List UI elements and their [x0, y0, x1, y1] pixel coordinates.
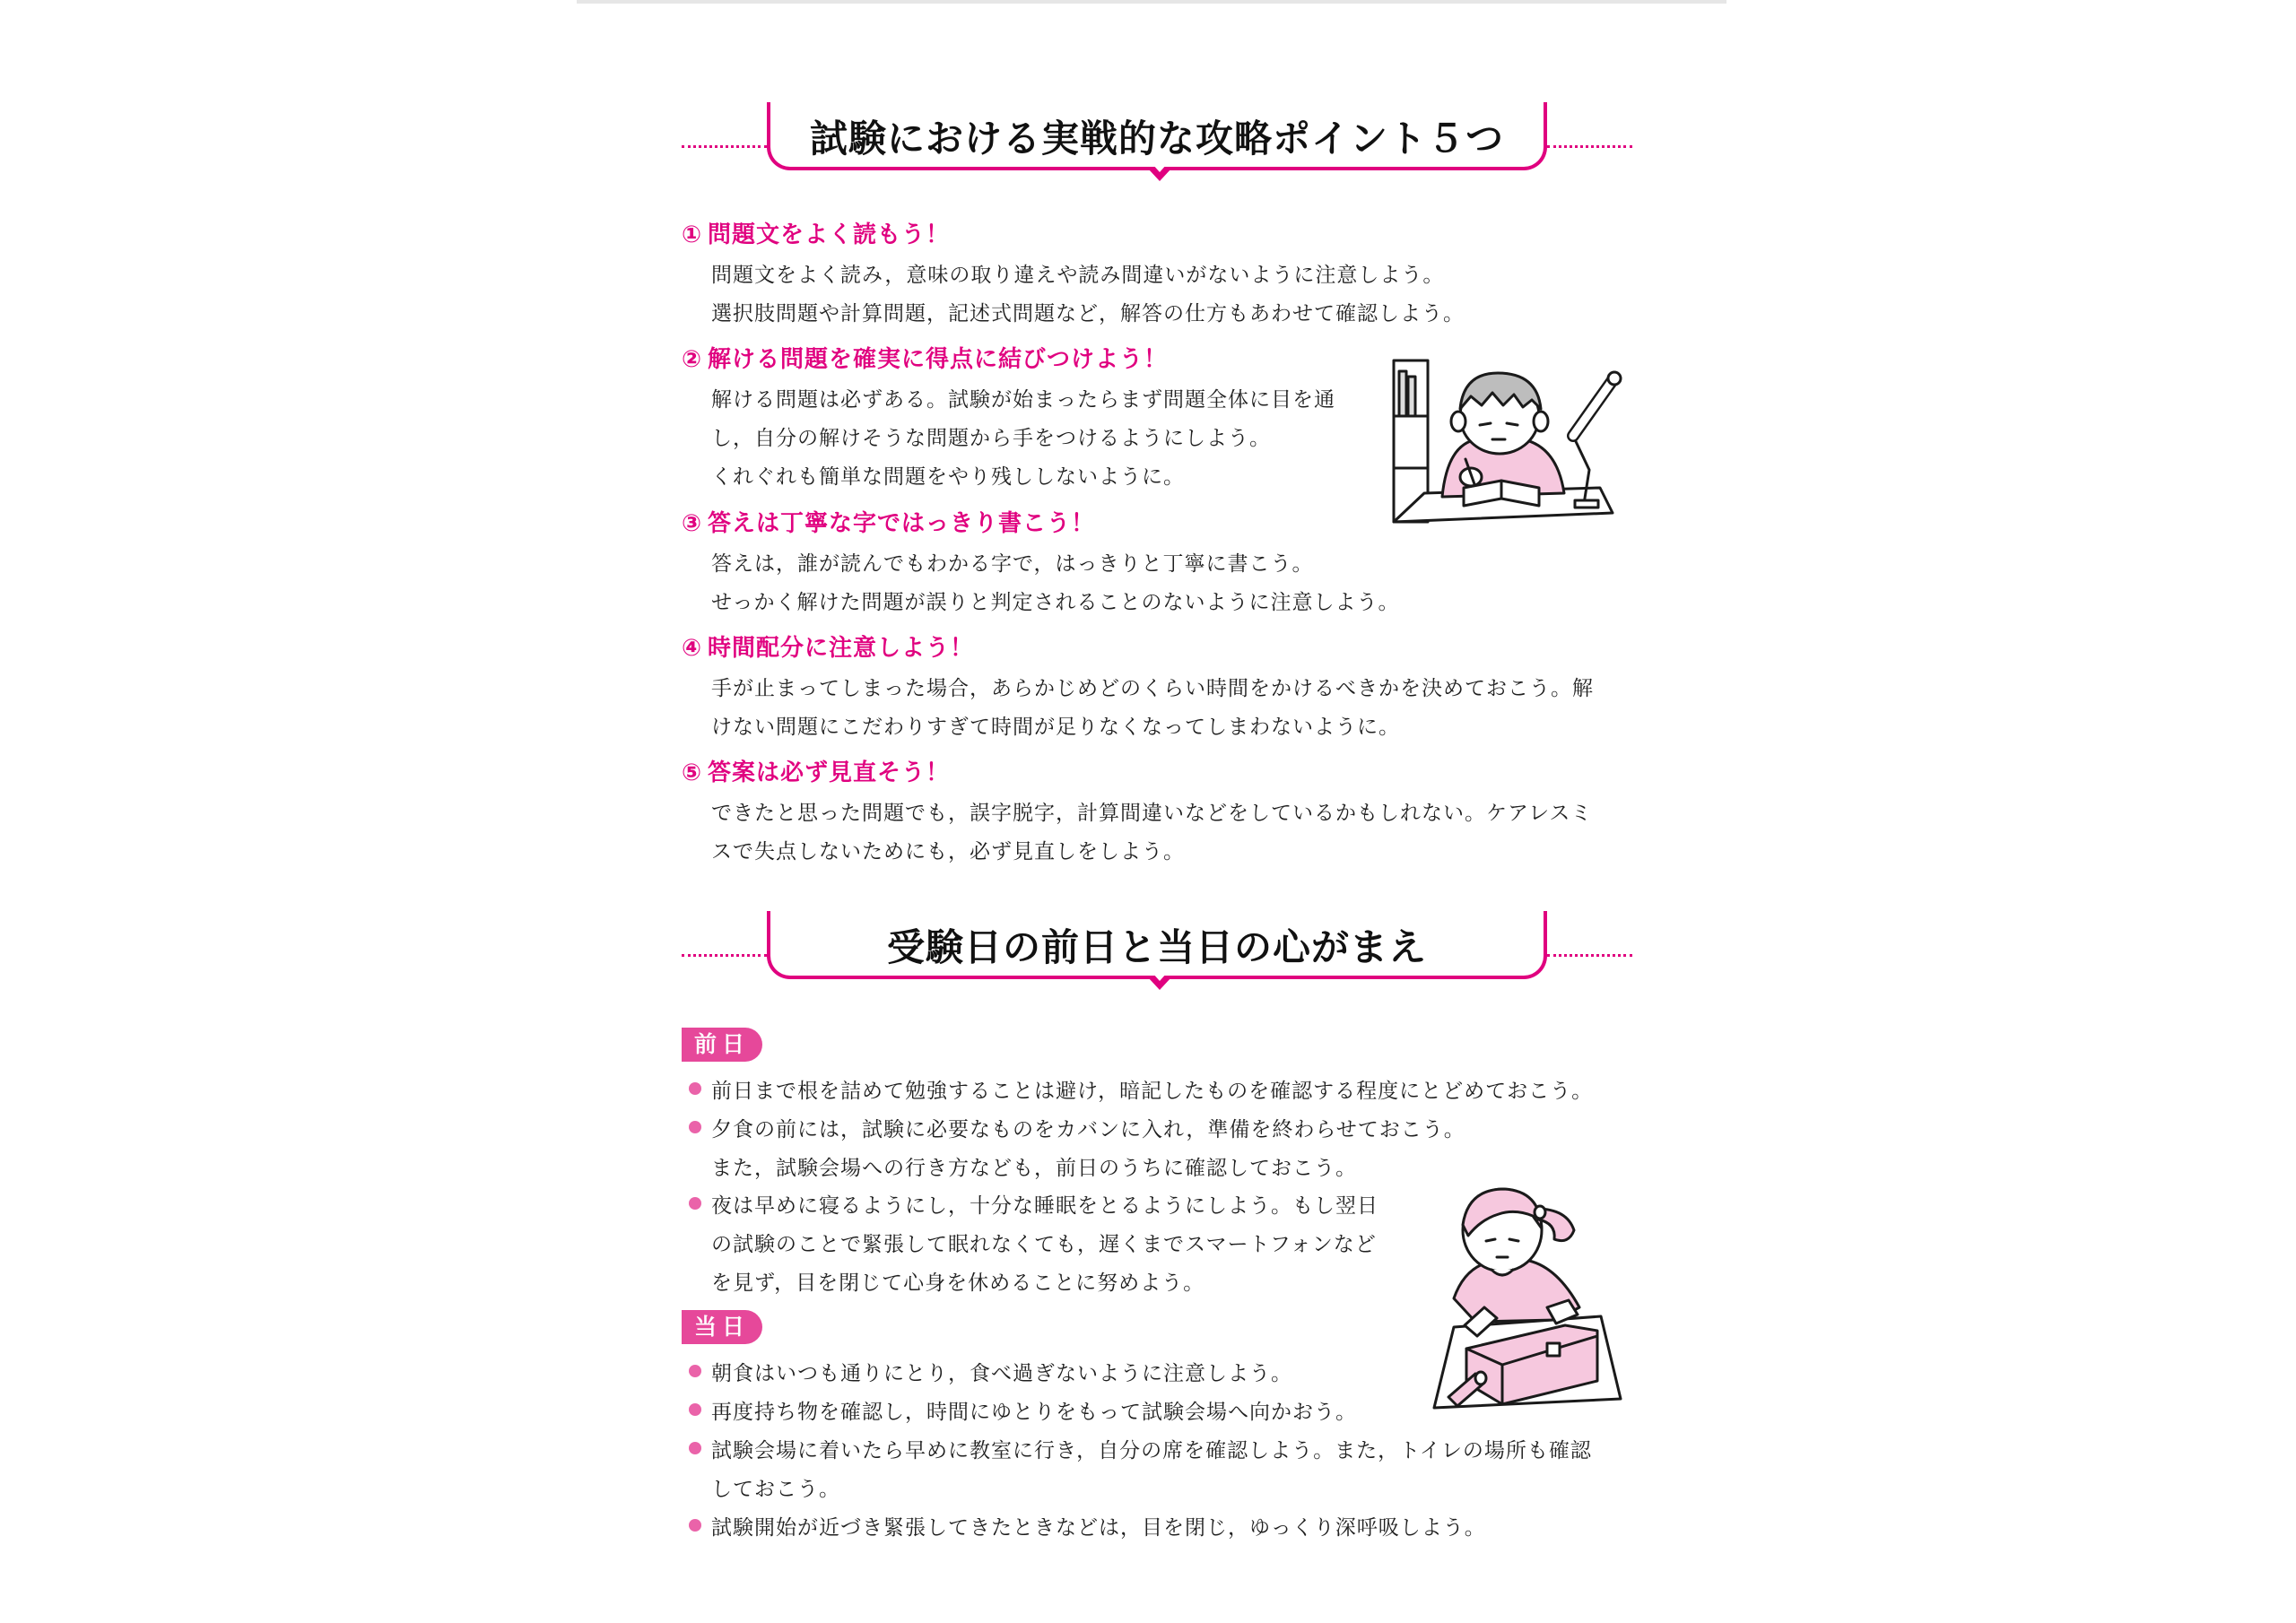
- bullet-dot: [689, 1442, 701, 1454]
- bullet-dot: [689, 1365, 701, 1377]
- point2-number: ②: [682, 346, 703, 373]
- point3-line1: 答えは，誰が読んでもわかる字で，はっきりと丁寧に書こう。: [711, 552, 1314, 576]
- list-item-continuation: の試験のことで緊張して眠れなくても，遅くまでスマートフォンなど: [711, 1233, 1377, 1256]
- point2-heading: [682, 341, 1168, 374]
- point3-line2: せっかく解けた問題が誤りと判定されることのないように注意しよう。: [711, 591, 1400, 614]
- list-item-text: 試験会場に着いたら早めに教室に行き，自分の席を確認しよう。また，トイレの場所も確認: [711, 1439, 1592, 1462]
- header-banner-tail: [1148, 977, 1171, 990]
- point5-number: ⑤: [682, 759, 703, 786]
- section2-title: 受験日の前日と当日の心がまえ: [886, 925, 1427, 969]
- day-before-label: 前日: [682, 1028, 762, 1062]
- list-item-continuation: を見ず，目を閉じて心身を休めることに努めよう。: [711, 1271, 1205, 1295]
- list-item-continuation: また，試験会場への行き方なども，前日のうちに確認しておこう。: [711, 1157, 1357, 1180]
- list-item-text: 再度持ち物を確認し，時間にゆとりをもって試験会場へ向かおう。: [711, 1401, 1357, 1424]
- point2-line1: 解ける問題は必ずある。試験が始まったらまず問題全体に目を通: [711, 388, 1335, 412]
- point2-heading-text: 解ける問題を確実に得点に結びつけよう！: [708, 346, 1169, 373]
- point3-heading: [682, 505, 1095, 538]
- point4-line1: 手が止まってしまった場合，あらかじめどのくらい時間をかけるべきかを決めておこう。解: [711, 677, 1594, 700]
- point5-heading-text: 答案は必ず見直そう！: [708, 759, 951, 786]
- point1-line1: 問題文をよく読み，意味の取り違えや読み間違いがないように注意しよう。: [711, 264, 1445, 287]
- section1-header: [682, 102, 1632, 201]
- point5-line2: スで失点しないためにも，必ず見直しをしよう。: [711, 840, 1185, 864]
- page-top-border: [577, 0, 1726, 4]
- boy-studying-illustration: [1388, 353, 1636, 533]
- point4-heading: [682, 629, 974, 663]
- bullet-dot: [689, 1121, 701, 1133]
- bullet-dot: [689, 1403, 701, 1416]
- section1-title: 試験における実戦的な攻略ポイント５つ: [809, 117, 1504, 161]
- bullet-dot: [689, 1082, 701, 1095]
- point5-heading: [682, 754, 950, 787]
- list-item-text: 夜は早めに寝るようにし，十分な睡眠をとるようにしよう。もし翌日: [711, 1194, 1378, 1218]
- point3-heading-text: 答えは丁寧な字ではっきり書こう！: [708, 510, 1096, 537]
- header-dotted-line-left: [682, 954, 767, 957]
- exam-day-label: 当日: [682, 1310, 762, 1344]
- list-item-text: 夕食の前には，試験に必要なものをカバンに入れ，準備を終わらせておこう。: [711, 1118, 1465, 1141]
- point3-number: ③: [682, 510, 703, 537]
- girl-packing-bag-illustration: [1422, 1173, 1637, 1417]
- header-dotted-line-right: [1547, 145, 1632, 148]
- point1-line2: 選択肢問題や計算問題，記述式問題など，解答の仕方もあわせて確認しよう。: [711, 302, 1465, 325]
- point4-number: ④: [682, 635, 703, 662]
- list-item-text: 朝食はいつも通りにとり，食べ過ぎないように注意しよう。: [711, 1362, 1292, 1385]
- point1-heading: [682, 216, 950, 249]
- point1-number: ①: [682, 221, 703, 248]
- point2-line2: し，自分の解けそうな問題から手をつけるようにしよう。: [711, 427, 1271, 450]
- bullet-dot: [689, 1197, 701, 1210]
- header-banner-tail: [1148, 169, 1171, 181]
- point4-heading-text: 時間配分に注意しよう！: [708, 635, 975, 662]
- point5-line1: できたと思った問題でも，誤字脱字，計算間違いなどをしているかもしれない。ケアレスミ: [711, 802, 1593, 825]
- list-item-continuation: しておこう。: [711, 1478, 840, 1501]
- section2-header: [682, 911, 1632, 1010]
- header-dotted-line-right: [1547, 954, 1632, 957]
- list-item-text: 前日まで根を詰めて勉強することは避け，暗記したものを確認する程度にとどめておこう。: [711, 1080, 1594, 1103]
- header-dotted-line-left: [682, 145, 767, 148]
- point2-line3: くれぐれも簡単な問題をやり残ししないように。: [711, 465, 1185, 489]
- point1-heading-text: 問題文をよく読もう！: [708, 221, 951, 248]
- list-item-text: 試験開始が近づき緊張してきたときなどは，目を閉じ，ゆっくり深呼吸しよう。: [711, 1516, 1486, 1540]
- point4-line2: けない問題にこだわりすぎて時間が足りなくなってしまわないように。: [711, 716, 1400, 739]
- bullet-dot: [689, 1519, 701, 1532]
